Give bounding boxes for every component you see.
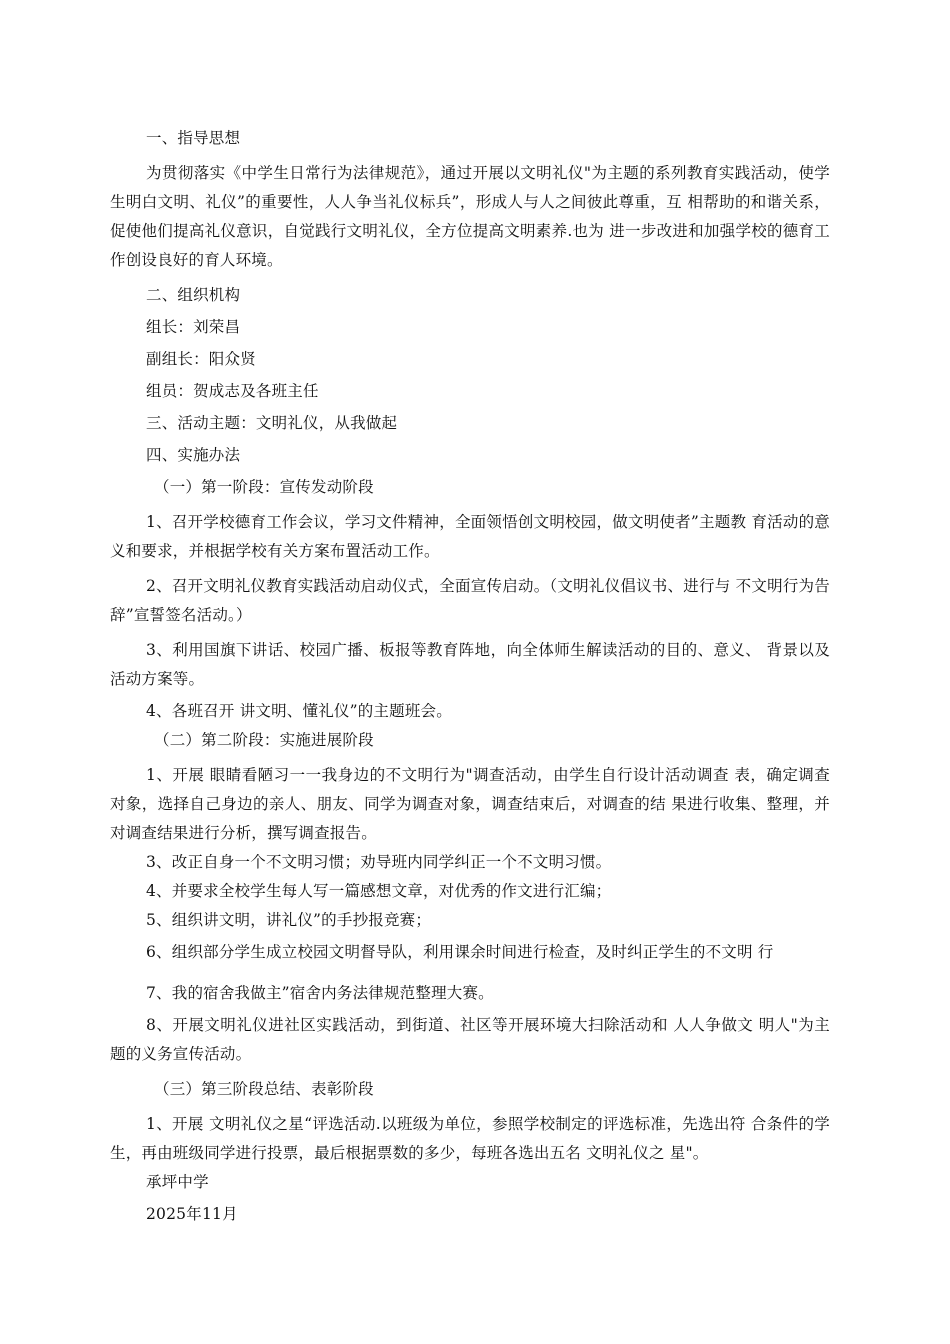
section-heading-theme: 三、活动主题：文明礼仪，从我做起 xyxy=(146,414,398,432)
phase1-item: 3、利用国旗下讲话、校园广播、板报等教育阵地，向全体师生解读活动的目的、意义、 背景以及活动方案等。 xyxy=(110,641,830,688)
phase2-item: 1、开展 眼睛看陋习一一我身边的不文明行为"调查活动，由学生自行设计活动调查 表，确定调查对象，选择自己身边的亲人、朋友、同学为调查对象，调查结束后，对调查的结 果进行收集、整理，并对调查结果进行分析，撰写调查报告。 xyxy=(110,766,830,842)
phase3-heading: （三）第三阶段总结、表彰阶段 xyxy=(154,1080,374,1098)
section-heading-organization: 二、组织机构 xyxy=(146,286,241,304)
phase2-item: 6、组织部分学生成立校园文明督导队，利用课余时间进行检查，及时纠正学生的不文明 行 xyxy=(146,943,774,961)
members-line: 组员：贺成志及各班主任 xyxy=(146,382,319,400)
phase1-heading: （一）第一阶段：宣传发动阶段 xyxy=(154,478,374,496)
phase1-item: 1、召开学校德育工作会议，学习文件精神，全面领悟创文明校园，做文明使者”主题教 育活动的意义和要求，并根据学校有关方案布置活动工作。 xyxy=(110,513,830,560)
paragraph-guiding-ideology: 为贯彻落实《中学生日常行为法律规范》，通过开展以文明礼仪"为主题的系列教育实践活动，使学生明白文明、礼仪”的重要性，人人争当礼仪标兵”，形成人与人之间彼此尊重，互 相帮助的和谐关系，促使他们提高礼仪意识，自觉践行文明礼仪，全方位提高文明素养.也为 进一步改进和加强学校的德育工作创设良好的育人环境。 xyxy=(110,164,830,269)
phase1-item: 4、各班召开 讲文明、懂礼仪”的主题班会。 xyxy=(146,702,452,720)
section-heading-implementation: 四、实施办法 xyxy=(146,446,241,464)
phase2-item: 7、我的宿舍我做主”宿舍内务法律规范整理大赛。 xyxy=(146,984,494,1002)
document-body xyxy=(110,124,830,1229)
signature-date: 2025年11月 xyxy=(146,1205,238,1223)
phase2-item: 5、组织讲文明，讲礼仪”的手抄报竞赛； xyxy=(146,911,432,929)
phase3-item: 1、开展 文明礼仪之星“评选活动.以班级为单位，参照学校制定的评选标准，先选出符 合条件的学生，再由班级同学进行投票，最后根据票数的多少，每班各选出五名 文明礼仪之 星"。 xyxy=(110,1115,830,1162)
phase1-item: 2、召开文明礼仪教育实践活动启动仪式，全面宣传启动。（文明礼仪倡议书、进行与 不文明行为告辞”宣誓签名活动。） xyxy=(110,577,830,624)
phase2-item: 3、改正自身一个不文明习惯；劝导班内同学纠正一个不文明习惯。 xyxy=(146,853,612,871)
signature-school: 承坪中学 xyxy=(146,1173,209,1191)
phase2-item: 8、开展文明礼仪进社区实践活动，到街道、社区等开展环境大扫除活动和 人人争做文 明人"为主题的义务宣传活动。 xyxy=(110,1016,830,1063)
section-heading-guiding-ideology: 一、指导思想 xyxy=(146,129,241,147)
leader-line: 组长：刘荣昌 xyxy=(146,318,241,336)
vice-leader-line: 副组长：阳众贤 xyxy=(146,350,256,368)
phase2-item: 4、并要求全校学生每人写一篇感想文章，对优秀的作文进行汇编； xyxy=(146,882,612,900)
phase2-heading: （二）第二阶段：实施进展阶段 xyxy=(154,731,374,749)
